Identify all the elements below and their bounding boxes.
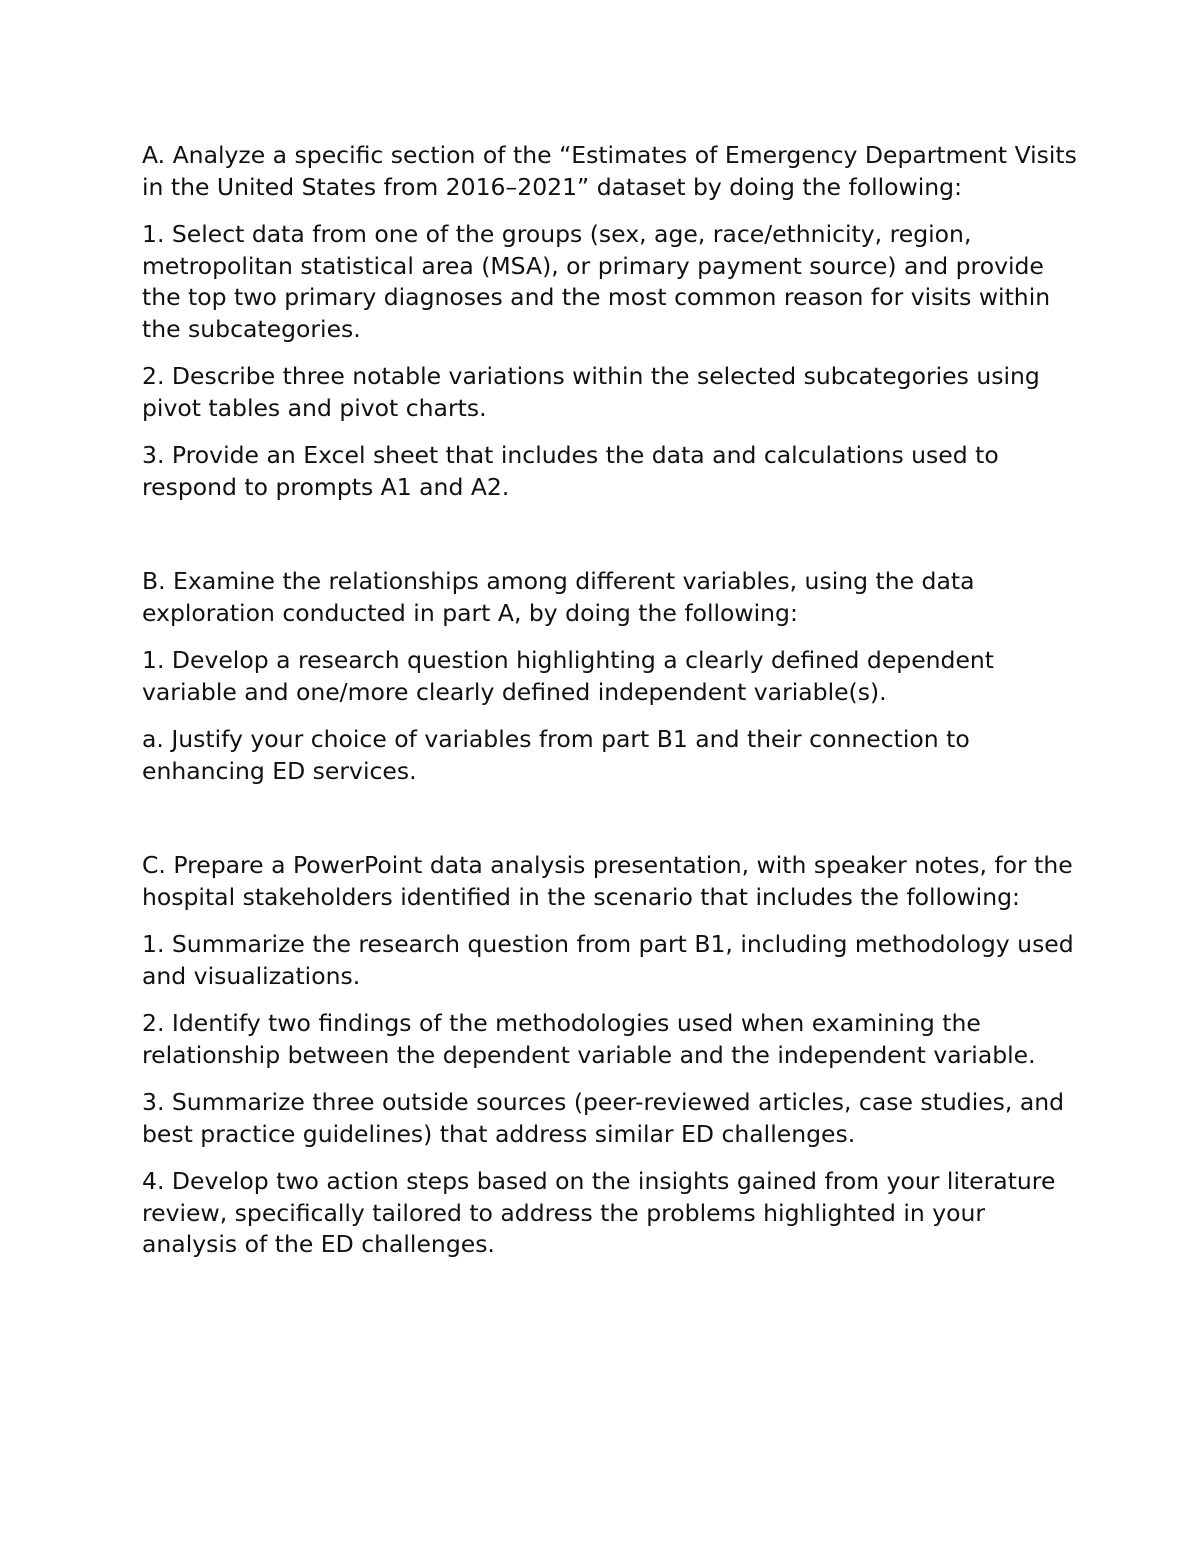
- section-a-item-2: 2. Describe three notable variations within the selected subcategories using pivot tables and pivot charts.: [142, 362, 1040, 422]
- section-spacer: [142, 519, 1082, 566]
- section-c-item-3: 3. Summarize three outside sources (peer-reviewed articles, case studies, and best practice guidelines) that address similar ED challenges.: [142, 1088, 1065, 1148]
- section-b-heading: B. Examine the relationships among different variables, using the data exploration conducted in part A, by doing the following:: [142, 567, 975, 627]
- section-c-heading: C. Prepare a PowerPoint data analysis presentation, with speaker notes, for the hospital stakeholders identified in the scenario that includes the following:: [142, 851, 1073, 911]
- section-b: [142, 566, 1082, 787]
- section-b-item-1: 1. Develop a research question highlighting a clearly defined dependent variable and one/more clearly defined independent variable(s).: [142, 646, 995, 706]
- section-c: [142, 850, 1082, 1261]
- section-a: [142, 140, 1082, 503]
- section-a-item-1: 1. Select data from one of the groups (sex, age, race/ethnicity, region, metropolitan statistical area (MSA), or primary payment source) and provide the top two primary diagnoses and the most common reason for visits within the subcategories.: [142, 220, 1051, 343]
- section-c-item-4: 4. Develop two action steps based on the insights gained from your literature review, specifically tailored to address the problems highlighted in your analysis of the ED challenges.: [142, 1167, 1056, 1258]
- section-c-item-1: 1. Summarize the research question from part B1, including methodology used and visualizations.: [142, 930, 1074, 990]
- section-b-item-a: a. Justify your choice of variables from part B1 and their connection to enhancing ED services.: [142, 725, 970, 785]
- section-c-item-2: 2. Identify two findings of the methodologies used when examining the relationship between the dependent variable and the independent variable.: [142, 1009, 1036, 1069]
- section-spacer: [142, 803, 1082, 850]
- document-page: [142, 140, 1082, 1277]
- section-a-heading: A. Analyze a specific section of the “Estimates of Emergency Department Visits in the United States from 2016–2021” dataset by doing the following:: [142, 141, 1077, 201]
- section-a-item-3: 3. Provide an Excel sheet that includes the data and calculations used to respond to prompts A1 and A2.: [142, 441, 999, 501]
